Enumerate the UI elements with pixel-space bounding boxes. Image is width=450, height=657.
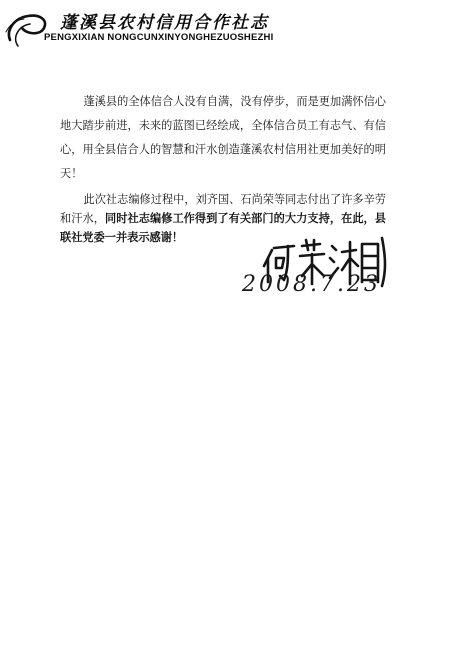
signature-date: 2008.7.23 bbox=[242, 272, 381, 297]
acknowledgement-thanks-text: 同时社志编修工作得到了有关部门的大力支持，在此，县联社党委一并表示感谢！ bbox=[60, 211, 386, 244]
paragraph-closing: 蓬溪县的全体信合人没有自满，没有停步，而是更加满怀信心地大踏步前进，未来的蓝图已经绘成，全体信合员工有志气、有信心，用全县信合人的智慧和汗水创造蓬溪农村信用社更加美好的明天！ bbox=[60, 95, 386, 180]
header-banner bbox=[0, 0, 450, 52]
document-body bbox=[60, 90, 386, 247]
book-title: 蓬溪县农村信用合作社志 bbox=[60, 13, 269, 33]
logo-swirl-icon bbox=[4, 10, 68, 50]
acknowledgement-text: 此次社志编修过程中，刘齐国、石尚荣等同志付出了许多辛劳和汗水， bbox=[60, 193, 386, 225]
book-title-pinyin: PENGXIXIAN NONGCUNXINYONGHEZUOSHEZHI bbox=[44, 32, 274, 43]
